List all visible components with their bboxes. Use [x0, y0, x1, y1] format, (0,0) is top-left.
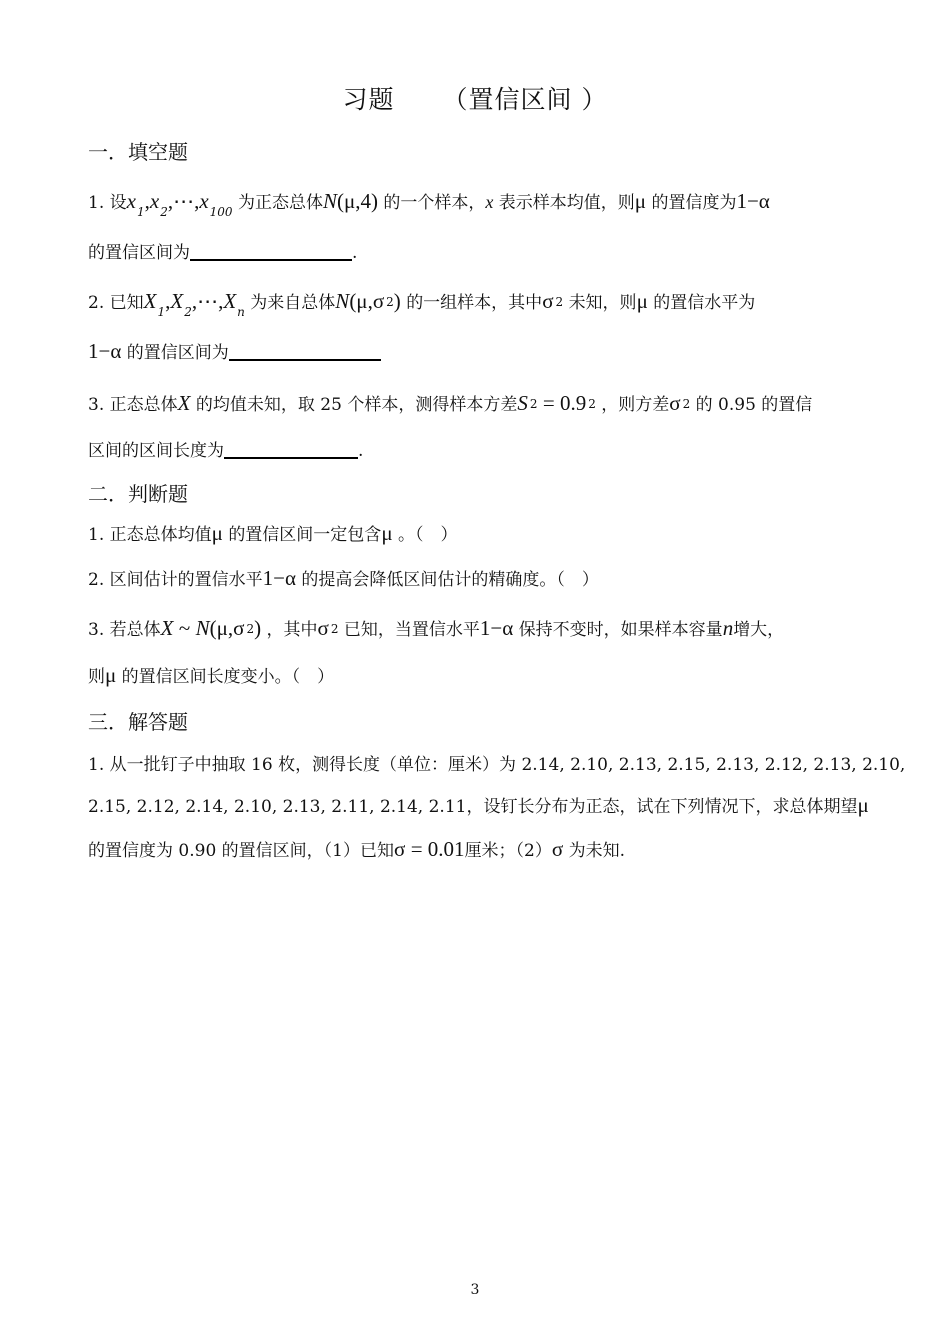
section-heading-judge: 二．判断题 — [88, 482, 188, 506]
fill-question-2-line-1: 2. 已知$X_1,X_2,\cdots,X_n$ 为来自总体N(μ,σ 2) 的一组样本，其中σ 2 未知，则μ 的置信水平为 — [88, 289, 756, 319]
answer-blank-2[interactable] — [229, 341, 381, 361]
section-heading-fill: 一．填空题 — [88, 140, 188, 164]
fill-question-1-line-1: 1. 设$x_1,x_2,\cdots,x_{100}$ 为正态总体N(μ,4) 的一个样本，x 表示样本均值，则μ 的置信度为1−α — [88, 189, 770, 219]
fill-question-1-line-2: 的置信区间为 . — [88, 243, 358, 263]
solve-question-1-line-1: 1. 从一批钉子中抽取 16 枚，测得长度（单位：厘米）为 2.14, 2.10, 2.13, 2.15, 2.13, 2.12, 2.13, 2.10, — [88, 755, 906, 775]
solve-question-1-line-2: 2.15, 2.12, 2.14, 2.10, 2.13, 2.11, 2.14, 2.11，设钉长分布为正态，试在下列情况下，求总体期望μ — [88, 793, 869, 817]
fill-question-3-line-2: 区间的区间长度为 . — [88, 441, 364, 461]
section-heading-solve: 三．解答题 — [88, 710, 188, 734]
solve-question-1-line-3: 的置信度为 0.90 的置信区间，（1）已知σ = 0.01厘米；（2）σ 为未知. — [88, 837, 626, 861]
page-title — [0, 80, 950, 116]
title-main: 习题 — [342, 85, 395, 114]
judge-question-2: 2. 区间估计的置信水平1−α 的提高会降低区间估计的精确度。（ ） — [88, 566, 599, 590]
judge-question-1: 1. 正态总体均值μ 的置信区间一定包含μ 。（ ） — [88, 521, 458, 545]
page-number: 3 — [470, 1282, 480, 1298]
judge-question-3-line-1: 3. 若总体X ~ N(μ,σ 2) ，其中σ 2 已知，当置信水平1−α 保持不变时，如果样本容量n增大， — [88, 616, 785, 640]
judge-question-3-line-2: 则μ 的置信区间长度变小。（ ） — [88, 663, 335, 687]
answer-blank-3[interactable] — [224, 439, 358, 459]
fill-question-2-line-2: 1−α 的置信区间为 — [88, 338, 880, 366]
answer-blank-1[interactable] — [190, 241, 352, 261]
title-topic: （置信区间 ） — [442, 85, 608, 114]
fill-question-3-line-1: 3. 正态总体X 的均值未知，取 25 个样本，测得样本方差S 2 = 0.9 2 ，则方差σ 2 的 0.95 的置信 — [88, 391, 813, 415]
